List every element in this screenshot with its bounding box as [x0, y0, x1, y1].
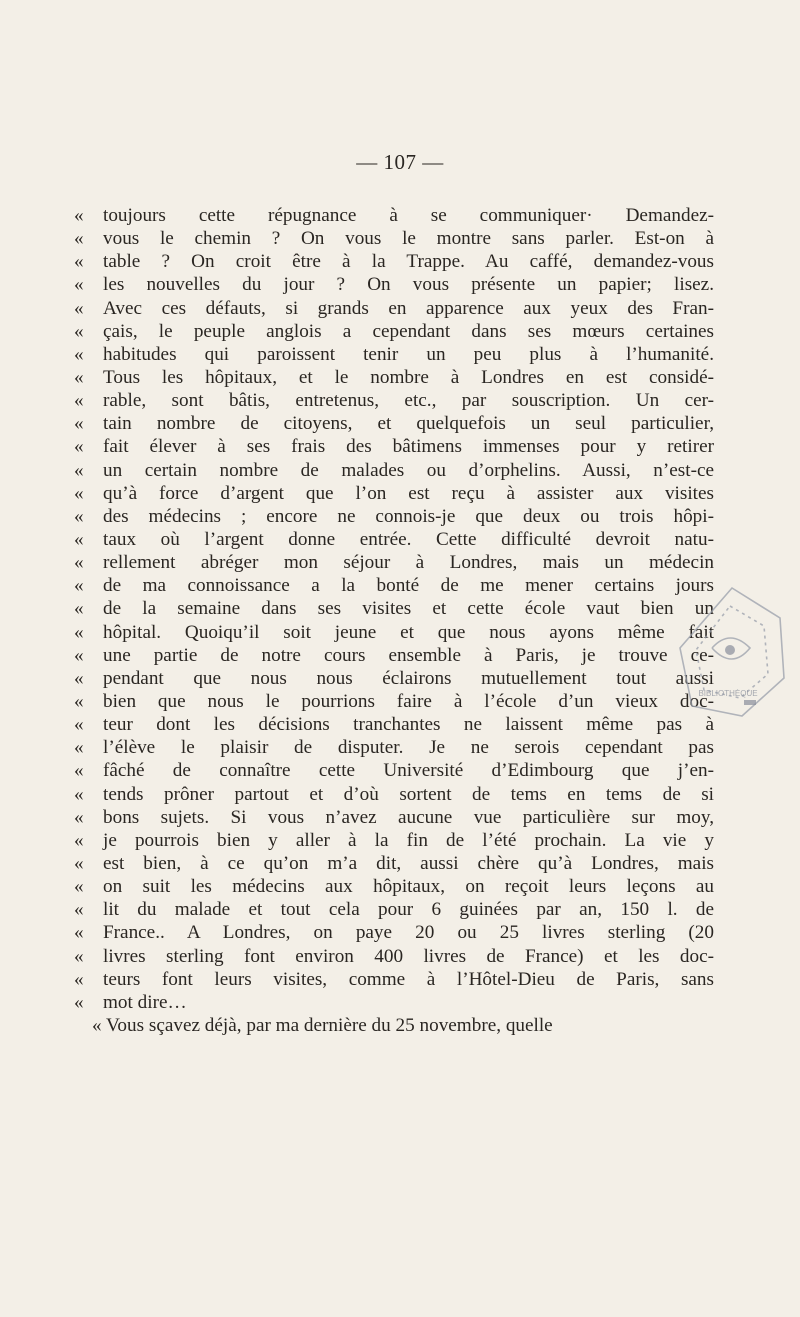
text-line: [74, 644, 714, 667]
line-text: je pourrois bien y aller à la fin de l’été prochain. La vie y: [103, 829, 714, 851]
text-line: [74, 621, 714, 644]
text-line: [74, 690, 714, 713]
text-line: [74, 389, 714, 412]
quote-mark: «: [92, 1014, 102, 1036]
quote-mark: «: [74, 274, 84, 296]
quote-mark: «: [74, 644, 84, 666]
stamp-label: BIBLIOTHÈQUE: [698, 689, 758, 698]
quote-mark: «: [74, 621, 84, 643]
text-line: [74, 366, 714, 389]
text-line: [74, 736, 714, 759]
line-text: rable, sont bâtis, entretenus, etc., par souscription. Un cer-: [103, 390, 714, 412]
text-line: [74, 227, 714, 250]
quote-mark: «: [74, 251, 84, 273]
line-text: table ? On croit être à la Trappe. Au caffé, demandez-vous: [103, 251, 714, 273]
text-line: [74, 1014, 714, 1037]
quote-mark: «: [74, 667, 84, 689]
line-text: teurs font leurs visites, comme à l’Hôtel-Dieu de Paris, sans: [103, 968, 714, 990]
line-text: Tous les hôpitaux, et le nombre à Londres en est considé-: [103, 366, 714, 388]
line-text: bons sujets. Si vous n’avez aucune vue particulière sur moy,: [103, 806, 714, 828]
quote-mark: «: [74, 760, 84, 782]
quote-mark: «: [74, 343, 84, 365]
text-line: [74, 667, 714, 690]
line-text: tain nombre de citoyens, et quelquefois un seul particulier,: [103, 413, 714, 435]
line-text: de ma connoissance a la bonté de me mener certains jours: [103, 575, 714, 597]
line-text: toujours cette répugnance à se communiquer· Demandez-: [103, 205, 714, 226]
line-text: vous le chemin ? On vous le montre sans parler. Est-on à: [103, 228, 714, 250]
line-text: habitudes qui paroissent tenir un peu plus à l’humanité.: [103, 343, 714, 365]
quote-mark: «: [74, 228, 84, 250]
line-text: fait élever à ses frais des bâtimens immenses pour y retirer: [103, 436, 714, 458]
quote-mark: «: [74, 968, 84, 990]
text-line: [74, 574, 714, 597]
letter-text: [74, 204, 714, 1037]
line-text: tends prôner partout et d’où sortent de tems en tems de si: [103, 783, 714, 805]
line-text: mot dire…: [103, 991, 187, 1013]
quote-mark: «: [74, 690, 84, 712]
text-line: [74, 945, 714, 968]
quote-mark: «: [74, 366, 84, 388]
text-line: [74, 806, 714, 829]
line-text: qu’à force d’argent que l’on est reçu à assister aux visites: [103, 482, 714, 504]
line-text: est bien, à ce qu’on m’a dit, aussi chère qu’à Londres, mais: [103, 852, 714, 874]
quote-mark: «: [74, 320, 84, 342]
line-text: une partie de notre cours ensemble à Paris, je trouve ce-: [103, 644, 714, 666]
text-line: [74, 204, 714, 227]
quote-mark: «: [74, 459, 84, 481]
quote-mark: «: [74, 899, 84, 921]
text-line: [74, 343, 714, 366]
line-text: France.. A Londres, on paye 20 ou 25 livres sterling (20: [103, 922, 714, 944]
line-text: lit du malade et tout cela pour 6 guinées par an, 150 l. de: [103, 899, 714, 921]
quote-mark: «: [74, 876, 84, 898]
line-text: Avec ces défauts, si grands en apparence aux yeux des Fran-: [103, 297, 714, 319]
quote-mark: «: [74, 598, 84, 620]
line-text: bien que nous le pourrions faire à l’école d’un vieux doc-: [103, 690, 714, 712]
text-line: [74, 459, 714, 482]
text-line: [74, 713, 714, 736]
text-line: [74, 273, 714, 296]
quote-mark: «: [74, 945, 84, 967]
quote-mark: «: [74, 991, 84, 1013]
library-stamp: [672, 578, 790, 728]
quote-mark: «: [74, 829, 84, 851]
text-line: [74, 759, 714, 782]
quote-mark: «: [74, 552, 84, 574]
text-line: [74, 250, 714, 273]
line-text: taux où l’argent donne entrée. Cette difficulté devroit natu-: [103, 528, 714, 550]
text-line: [74, 921, 714, 944]
line-text: livres sterling font environ 400 livres de France) et les doc-: [103, 945, 714, 967]
line-text: on suit les médecins aux hôpitaux, on reçoit leurs leçons au: [103, 876, 714, 898]
quote-mark: «: [74, 413, 84, 435]
line-text: çais, le peuple anglois a cependant dans ses mœurs certaines: [103, 320, 714, 342]
quote-mark: «: [74, 482, 84, 504]
text-line: [74, 482, 714, 505]
quote-mark: «: [74, 436, 84, 458]
text-line: [74, 597, 714, 620]
text-line: [74, 297, 714, 320]
text-line: [74, 435, 714, 458]
quote-mark: «: [74, 390, 84, 412]
line-text: les nouvelles du jour ? On vous présente un papier; lisez.: [103, 274, 714, 296]
quote-mark: «: [74, 575, 84, 597]
line-text: des médecins ; encore ne connois-je que deux ou trois hôpi-: [103, 505, 714, 527]
text-line: [74, 898, 714, 921]
quote-mark: «: [74, 852, 84, 874]
text-line: [74, 968, 714, 991]
text-line: [74, 991, 714, 1014]
text-line: [74, 528, 714, 551]
text-line: [74, 875, 714, 898]
quote-mark: «: [74, 528, 84, 550]
line-text: de la semaine dans ses visites et cette école vaut bien un: [103, 598, 714, 620]
text-line: [74, 829, 714, 852]
quote-mark: «: [74, 714, 84, 736]
text-line: [74, 320, 714, 343]
quote-mark: «: [74, 505, 84, 527]
page-number: — 107 —: [356, 150, 444, 174]
text-line: [74, 505, 714, 528]
quote-mark: «: [74, 806, 84, 828]
text-line: [74, 852, 714, 875]
text-line: [74, 783, 714, 806]
line-text: fâché de connaître cette Université d’Edimbourg que j’en-: [103, 760, 714, 782]
quote-mark: «: [74, 922, 84, 944]
line-text: l’élève le plaisir de disputer. Je ne serois cependant pas: [103, 737, 714, 759]
line-text: pendant que nous nous éclairons mutuellement tout aussi: [103, 667, 714, 689]
line-text: Vous sçavez déjà, par ma dernière du 25 novembre, quelle: [106, 1014, 553, 1036]
quote-mark: «: [74, 205, 84, 226]
line-text: un certain nombre de malades ou d’orphelins. Aussi, n’est-ce: [103, 459, 714, 481]
text-line: [74, 412, 714, 435]
quote-mark: «: [74, 737, 84, 759]
line-text: teur dont les décisions tranchantes ne laissent même pas à: [103, 714, 714, 736]
quote-mark: «: [74, 297, 84, 319]
quote-mark: «: [74, 783, 84, 805]
text-line: [74, 551, 714, 574]
line-text: hôpital. Quoiqu’il soit jeune et que nous ayons même fait: [103, 621, 714, 643]
line-text: rellement abréger mon séjour à Londres, mais un médecin: [103, 552, 714, 574]
